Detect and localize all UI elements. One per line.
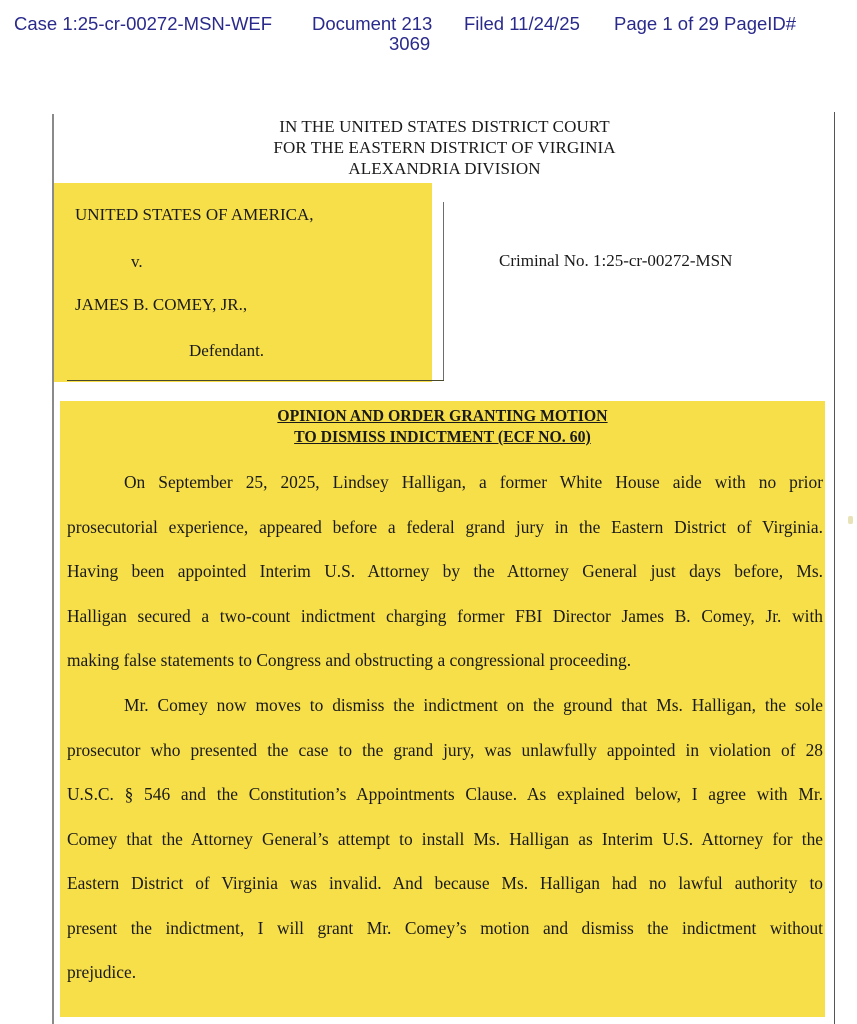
- paragraph-2: [67, 683, 823, 995]
- court-line-2: FOR THE EASTERN DISTRICT OF VIRGINIA: [273, 138, 616, 157]
- paragraph-line: prejudice.: [67, 962, 137, 982]
- page-right-border: [834, 112, 835, 1024]
- paragraph-line: prosecutor who presented the case to the grand jury, was unlawfully appointed in violation of 28: [67, 739, 823, 760]
- caption-plaintiff: UNITED STATES OF AMERICA,: [75, 205, 314, 224]
- paragraph-line: prosecutorial experience, appeared before a federal grand jury in the Eastern District of Virginia.: [67, 516, 823, 537]
- paragraph-line: Halligan secured a two-count indictment charging former FBI Director James B. Comey, Jr. with: [67, 605, 823, 626]
- court-line-1: IN THE UNITED STATES DISTRICT COURT: [279, 117, 610, 136]
- paragraph-line: Eastern District of Virginia was invalid. And because Ms. Halligan had no lawful authority to: [67, 873, 823, 893]
- criminal-number: Criminal No. 1:25-cr-00272-MSN: [499, 251, 733, 270]
- opinion-title: [30, 405, 827, 447]
- ecf-case-number: Case 1:25-cr-00272-MSN-WEF: [14, 13, 273, 34]
- ecf-filed-date: Filed 11/24/25: [464, 13, 580, 34]
- paragraph-line: Mr. Comey now moves to dismiss the indictment on the ground that Ms. Halligan, the sole: [124, 695, 823, 715]
- caption-defendant-name: JAMES B. COMEY, JR.,: [75, 295, 248, 314]
- court-heading: [0, 116, 857, 179]
- paragraph-line: Comey that the Attorney General’s attempt to install Ms. Halligan as Interim U.S. Attorney for the: [67, 828, 823, 849]
- paragraph-line: U.S.C. § 546 and the Constitution’s Appointments Clause. As explained below, I agree with Mr.: [67, 784, 823, 804]
- court-line-3: ALEXANDRIA DIVISION: [348, 159, 541, 178]
- opinion-title-line-2: TO DISMISS INDICTMENT (ECF NO. 60): [294, 427, 591, 446]
- paragraph-line: Having been appointed Interim U.S. Attorney by the Attorney General just days before, Ms.: [67, 561, 823, 581]
- paragraph-line: On September 25, 2025, Lindsey Halligan, a former White House aide with no prior: [124, 472, 823, 492]
- ecf-page-count: Page 1 of 29 PageID#: [614, 13, 797, 34]
- ecf-document-number: Document 213: [312, 13, 433, 34]
- caption-divider-horizontal: [67, 380, 444, 381]
- caption-versus: v.: [131, 252, 143, 271]
- paragraph-1: [67, 460, 823, 683]
- caption-defendant-label: Defendant.: [189, 341, 265, 360]
- scan-artifact: [848, 516, 853, 524]
- caption-divider-vertical: [443, 202, 444, 381]
- paragraph-line: making false statements to Congress and obstructing a congressional proceeding.: [67, 650, 632, 670]
- opinion-title-line-1: OPINION AND ORDER GRANTING MOTION: [277, 406, 608, 425]
- ecf-page-id: 3069: [389, 33, 431, 54]
- paragraph-line: present the indictment, I will grant Mr. Comey’s motion and dismiss the indictment without: [67, 917, 823, 938]
